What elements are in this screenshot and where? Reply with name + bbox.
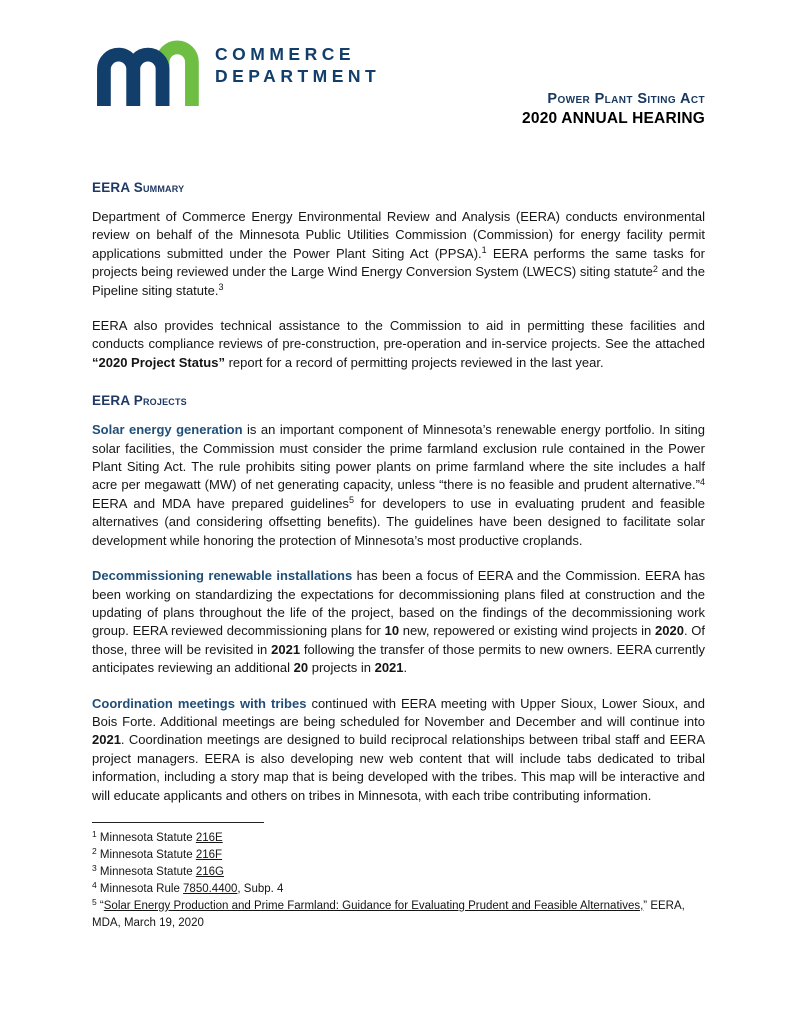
paragraph-lead-tribes: Coordination meetings with tribes <box>92 695 307 711</box>
footnotes-block <box>92 822 705 932</box>
section-heading-eera-summary: EERA Summary <box>92 180 185 195</box>
paragraph-eera-intro <box>92 208 705 300</box>
footnote-4 <box>92 881 705 898</box>
paragraph-technical-assistance <box>92 317 705 372</box>
footnote-2 <box>92 847 705 864</box>
logo-wordmark <box>215 43 380 87</box>
footnote-number: 3 <box>92 863 97 874</box>
footnote-number: 4 <box>92 880 97 891</box>
document-title-line2: 2020 ANNUAL HEARING <box>522 110 705 127</box>
text-segment: continued with EERA meeting with Upper Sioux, Lower Sioux, and Bois Forte. Additional meetings are being scheduled for November and December and will continue into <box>92 695 705 729</box>
text-segment: projects in <box>308 660 375 676</box>
text-segment: EERA also provides technical assistance to the Commission to aid in permitting these facilities and conducts compliance reviews of pre-construction, pre-operation and in-service projects. See the attached <box>92 318 705 352</box>
text-segment: has been a focus of EERA and the Commission. EERA has been working on standardizing the expectations for decommissioning plans filed at construction and the updating of plans throughout the life of the project, based on the findings of the decommissioning work group. EERA reviewed decommissioning plans for <box>92 568 706 639</box>
footnote-3 <box>92 864 705 881</box>
project-status-report-label: “2020 Project Status” <box>92 354 225 370</box>
paragraph-lead-solar: Solar energy generation <box>92 422 243 438</box>
footnote-text: , Subp. 4 <box>237 882 284 895</box>
stat-year-2021: 2021 <box>271 641 301 657</box>
text-segment: . <box>403 660 408 676</box>
mn-logo-icon <box>92 40 202 106</box>
footnote-separator <box>92 822 264 823</box>
footnote-1 <box>92 830 705 847</box>
footnote-ref-3: 3 <box>218 282 224 293</box>
footnote-text: “ <box>96 899 104 912</box>
footnote-number: 2 <box>92 846 97 857</box>
stat-additional-projects: 20 <box>293 660 309 676</box>
text-segment: is an important component of Minnesota’s renewable energy portfolio. In siting solar facilities, the Commission must consider the prime farmland exclusion rule contained in the Power Plant Siting Act. The rule prohibits siting power plants on prime farmland where the site includes a half acre per megawatt (MW) of net generating capacity, unless “there is no feasible and prudent alternative.” <box>92 422 705 493</box>
stat-projects-count: 10 <box>384 623 400 639</box>
footnote-text: Minnesota Statute <box>96 848 196 861</box>
solar-guidance-link[interactable]: Solar Energy Production and Prime Farmland: Guidance for Evaluating Prudent and Feasible Alternatives, <box>103 899 644 912</box>
stat-year-2021c: 2021 <box>92 732 121 748</box>
page-header <box>92 40 705 138</box>
logo-wordmark-line2: DEPARTMENT <box>215 66 381 86</box>
statute-216f-link[interactable]: 216F <box>195 848 223 861</box>
document-title-line1: Power Plant Siting Act <box>547 91 705 107</box>
text-segment: Department of Commerce Energy Environmental Review and Analysis (EERA) conducts environmental review on behalf of the Minnesota Public Utilities Commission (Commission) for energy facility permit applications submitted under the Power Plant Siting Act (PPSA). <box>92 209 705 261</box>
document-title <box>522 91 705 128</box>
text-segment: EERA performs the same tasks for projects being reviewed under the Large Wind Energy Conversion System (LWECS) siting statute <box>92 245 705 280</box>
footnote-5 <box>92 898 705 932</box>
footnote-ref-2: 2 <box>652 263 658 274</box>
text-segment: following the transfer of those permits to new owners. EERA currently anticipates reviewing an additional <box>92 641 705 676</box>
footnote-text: Minnesota Statute <box>96 831 196 844</box>
paragraph-lead-decommissioning: Decommissioning renewable installations <box>92 568 353 584</box>
footnote-number: 5 <box>92 897 97 908</box>
footnote-ref-4: 4 <box>699 476 705 487</box>
footnote-ref-1: 1 <box>481 245 487 256</box>
paragraph-solar-energy <box>92 421 705 550</box>
footnote-ref-5: 5 <box>348 495 354 506</box>
text-segment: for developers to use in evaluating prudent and feasible alternatives (and considering offsetting benefits). The guidelines have been designed to facilitate solar development while honoring the protection of Minnesota’s most productive croplands. <box>92 495 705 548</box>
text-segment: . Coordination meetings are designed to build reciprocal relationships between tribal staff and EERA project managers. EERA is also developing new web content that will include tabs dedicated to tribal information, including a story map that is being developed with the tribes. This map will be interactive and will educate applicants and others on tribes in Minnesota, with each tribe contributing information. <box>92 732 705 803</box>
logo-wordmark-line1: COMMERCE <box>215 44 356 64</box>
mn-commerce-logo <box>92 40 380 106</box>
text-segment: report for a record of permitting projects reviewed in the last year. <box>224 354 604 370</box>
text-segment: new, repowered or existing wind projects in <box>399 623 656 639</box>
footnote-text: ” EERA, MDA, March 19, 2020 <box>92 899 685 929</box>
text-segment: EERA and MDA have prepared guidelines <box>92 495 349 511</box>
paragraph-decommissioning <box>92 567 705 677</box>
paragraph-tribal-coordination <box>92 695 705 805</box>
section-heading-eera-projects: EERA Projects <box>92 393 187 409</box>
text-segment: . Of those, three will be revisited in <box>92 623 705 657</box>
statute-216e-link[interactable]: 216E <box>195 831 223 844</box>
footnote-number: 1 <box>92 829 97 840</box>
stat-year-2020: 2020 <box>655 623 684 639</box>
rule-7850-link[interactable]: 7850.4400 <box>183 882 238 895</box>
text-segment: and the Pipeline siting statute. <box>92 264 705 298</box>
footnote-text: Minnesota Rule <box>96 882 184 895</box>
stat-year-2021b: 2021 <box>374 660 404 676</box>
footnote-text: Minnesota Statute <box>96 865 196 878</box>
statute-216g-link[interactable]: 216G <box>195 865 224 878</box>
